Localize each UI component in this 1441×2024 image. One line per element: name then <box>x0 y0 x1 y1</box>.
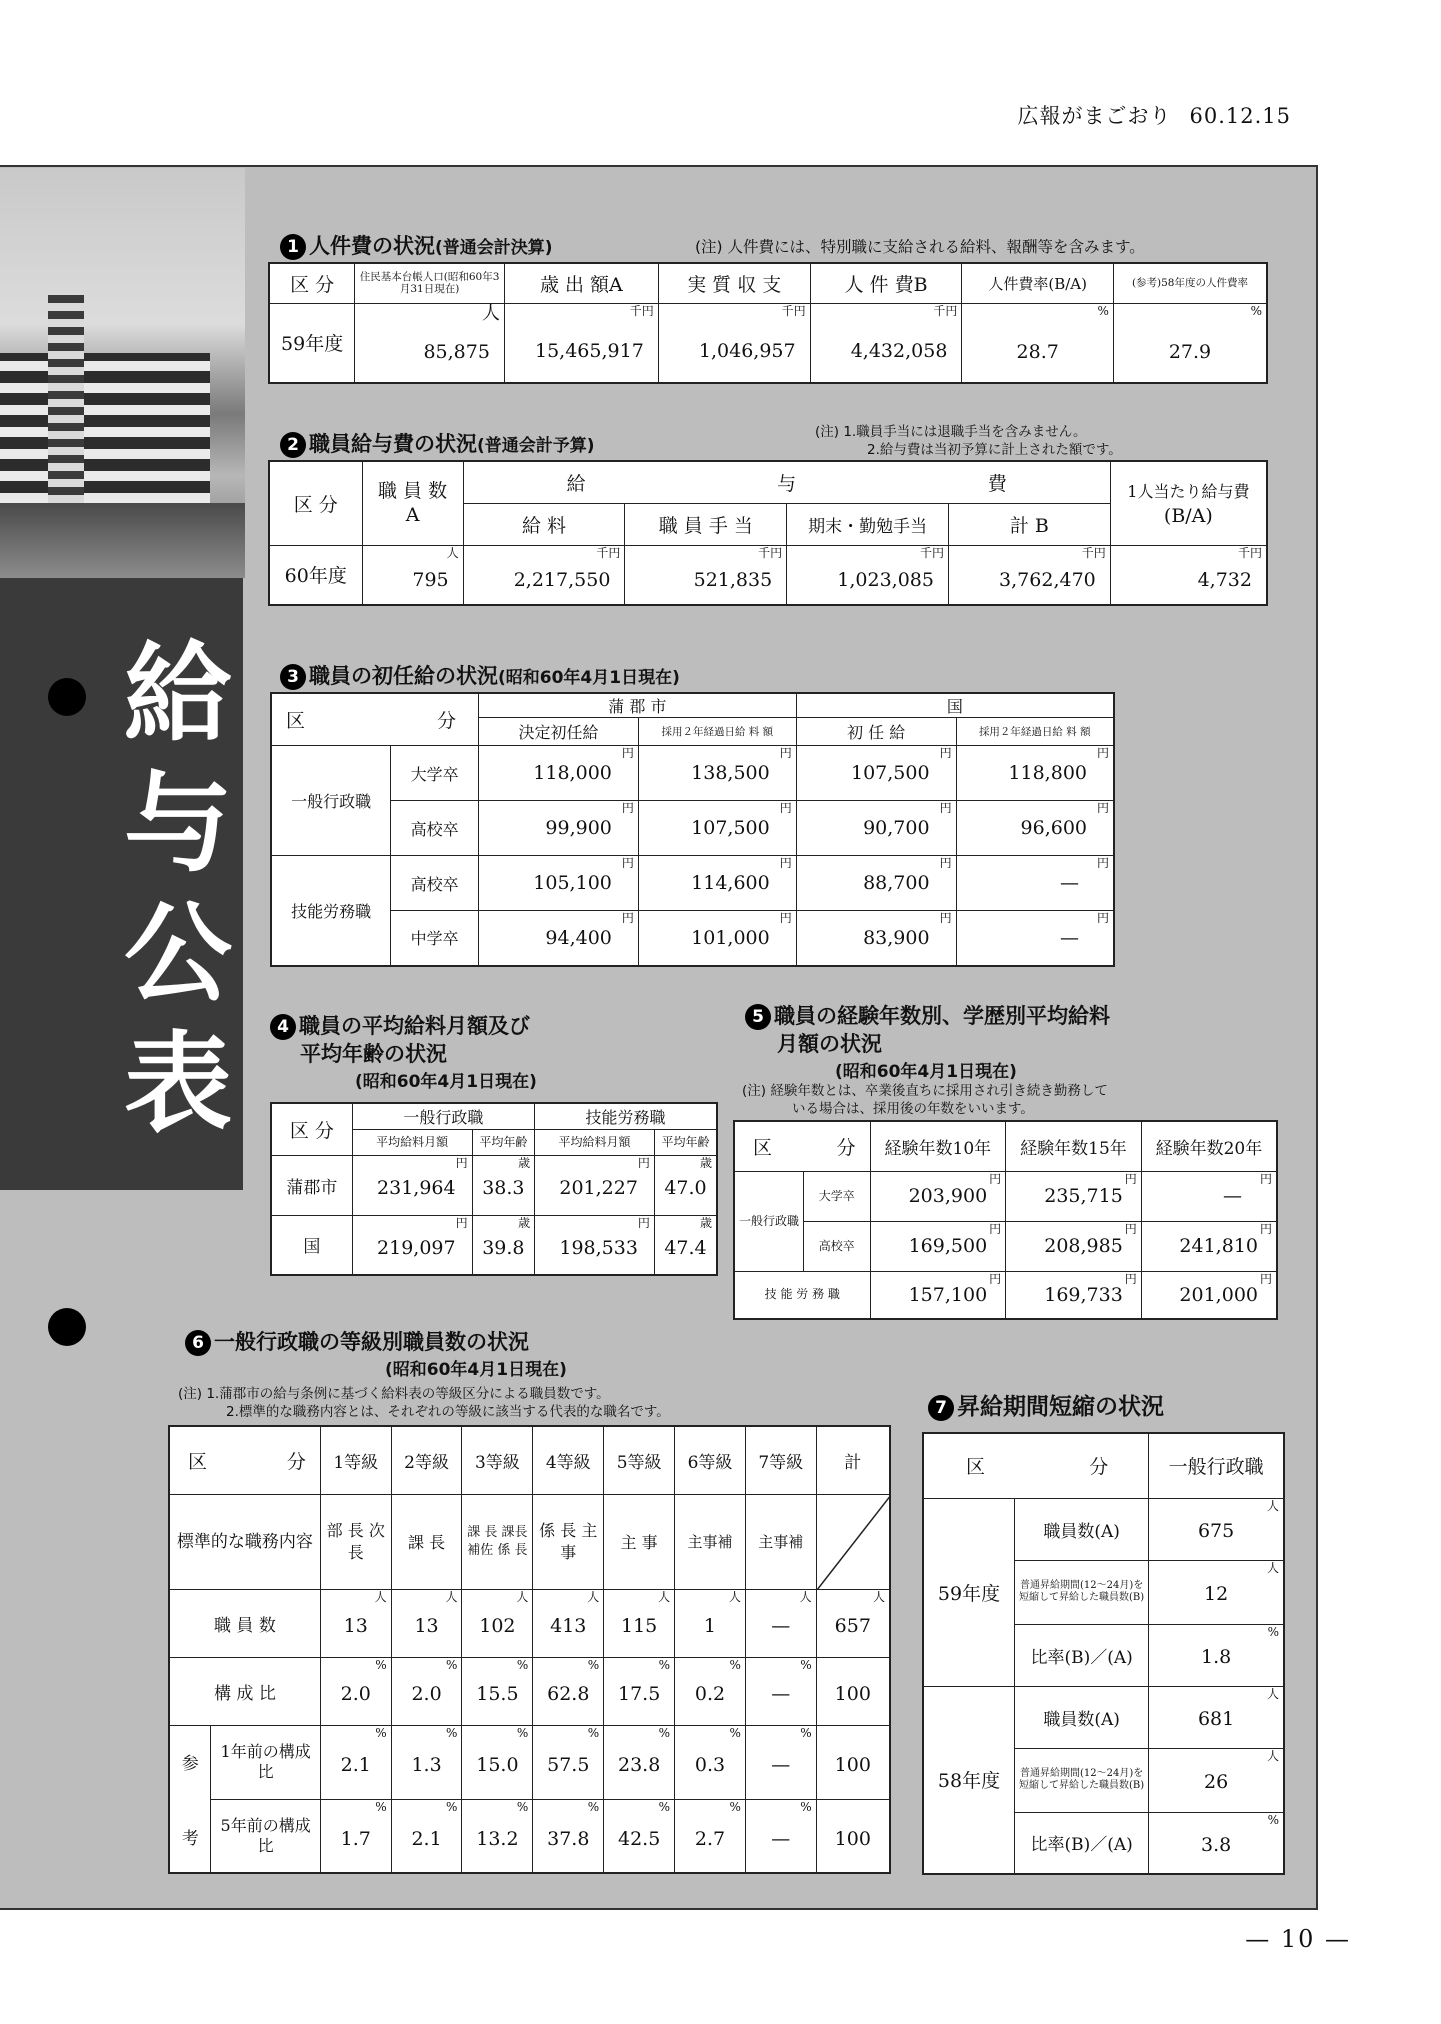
table-row: 一般行政職 大学卒 円 203,900 円 235,715 円 — <box>734 1171 1277 1221</box>
page-title: 給 与 公 表 <box>123 632 232 1147</box>
table-row: 普通昇給期間(12～24月)を短縮して昇給した職員数(B) 人 12 <box>923 1560 1284 1624</box>
section-6-note: (注) 1.蒲郡市の給与条例に基づく給料表の等級区分による職員数です。 2.標準的な職務内容とは、それぞれの等級に該当する代表的な職名です。 <box>178 1386 670 1420</box>
city-hall-photo <box>0 168 245 578</box>
table-row: 59年度 職員数(A) 人 675 <box>923 1498 1284 1560</box>
table-row: 60年度 人 795 千円 2,217,550 千円 521,835 千円 1,023,085 千円 3,762,470 千円 4,732 <box>269 545 1267 605</box>
diagonal-cell <box>816 1494 890 1589</box>
table-row: 蒲郡市 円 231,964 歳 38.3 円 201,227 歳 47.0 <box>271 1155 717 1215</box>
table-row: 参 考 1年前の構成比 % 2.1 % 1.3 % 15.0 % 57.5 % 23.8 % 0.3 % — 100 <box>169 1725 890 1799</box>
table-row: 高校卒 円 169,500 円 208,985 円 241,810 <box>734 1221 1277 1271</box>
grade-staff-table: 区 分 1等級 2等級 3等級 4等級 5等級 6等級 7等級 計 標準的な職務内容 部 長 次 長 課 長 課 長 課長補佐 係 長 係 長 主 事 主 事 主事補 主事補 職 員 数 人 13 人 13 人 102 人 413 人 115 人 1 人 — 人 657 構 成 比 % 2.0 % 2.0 % 15.5 % 62.8 % 17.5 % 0.2 % — 100 参 考 1年前の構成比 % 2.1 % 1.3 % 15.0 % 57.5 % 23.8 % 0.3 % — 100 5年前の構成比 % 1.7 % 2.1 % 13.2 % 37.8 % 42.5 % 2.7 % — 100 <box>168 1425 891 1874</box>
section-6-title: 6 一般行政職の等級別職員数の状況 (昭和60年4月1日現在) <box>185 1328 567 1384</box>
table-row: 技能労務職 高校卒 円 105,100 円 114,600 円 88,700 円 — <box>271 856 1114 911</box>
section-2-title: 2 職員給与費の状況(普通会計予算) <box>280 428 595 458</box>
publication-name: 広報がまごおり <box>1017 104 1172 128</box>
raise-shortening-table: 区 分 一般行政職 59年度 職員数(A) 人 675 普通昇給期間(12～24月)を短縮して昇給した職員数(B) 人 12 比率(B)／(A) % 1.8 58年度 職員数(A) 人 681 普通昇給期間(12～24月)を短縮して昇給した職員数(B) 人 26 比率(B)／(A) % 3.8 <box>922 1432 1285 1875</box>
table-row: 技 能 労 務 職 円 157,100 円 169,733 円 201,000 <box>734 1271 1277 1319</box>
experience-salary-table: 区 分 経験年数10年 経験年数15年 経験年数20年 一般行政職 大学卒 円 203,900 円 235,715 円 — 高校卒 円 169,500 円 208,985 円 241,810 技 能 労 務 職 円 157,100 円 169,733 円 201,000 <box>733 1120 1278 1320</box>
table-row: 国 円 219,097 歳 39.8 円 198,533 歳 47.4 <box>271 1215 717 1275</box>
table-row: 普通昇給期間(12～24月)を短縮して昇給した職員数(B) 人 26 <box>923 1748 1284 1812</box>
initial-salary-table: 区 分 蒲 郡 市 国 決定初任給 採用２年経過日給 料 額 初 任 給 採用２年経過日給 料 額 一般行政職 大学卒 円 118,000 円 138,500 円 107,500 円 118,800 高校卒 円 99,900 円 107,500 円 90,700 円 96,600 技能労務職 高校卒 円 105,100 円 114,600 円 88,700 円 — 中学卒 円 94,400 円 101,000 円 83,900 円 — <box>270 692 1115 967</box>
personnel-cost-table: 区 分 住民基本台帳人口(昭和60年3月31日現在) 歳 出 額A 実 質 収 支 人 件 費B 人件費率(B/A) (参考)58年度の人件費率 59年度 人 85,875 千円 15,465,917 千円 1,046,957 千円 4,432,058 % 28.7 % 27.9 <box>268 262 1268 384</box>
section-4-title: 4 職員の平均給料月額及び 平均年齢の状況 (昭和60年4月1日現在) <box>270 1012 537 1096</box>
table-row: 比率(B)／(A) % 1.8 <box>923 1624 1284 1686</box>
section-2-note: (注) 1.職員手当には退職手当を含みません。 2.給与費は当初予算に計上された額です。 <box>815 424 1122 458</box>
page-number: — 10 — <box>1245 1925 1351 1953</box>
section-1-note: (注) 人件費には、特別職に支給される給料、報酬等を含みます。 <box>695 238 1145 256</box>
section-7-title: 7 昇給期間短縮の状況 <box>928 1388 1164 1421</box>
table-row: 5年前の構成比 % 1.7 % 2.1 % 13.2 % 37.8 % 42.5 % 2.7 % — 100 <box>169 1799 890 1873</box>
table-row: 比率(B)／(A) % 3.8 <box>923 1812 1284 1874</box>
table-row: 59年度 人 85,875 千円 15,465,917 千円 1,046,957 千円 4,432,058 % 28.7 % 27.9 <box>269 303 1267 383</box>
table-row: 高校卒 円 99,900 円 107,500 円 90,700 円 96,600 <box>271 801 1114 856</box>
section-5-note: (注) 経験年数とは、卒業後直ちに採用され引き続き勤務して いる場合は、採用後の年数をいいます。 <box>742 1083 1108 1117</box>
section-1-title: 1 人件費の状況(普通会計決算) <box>280 230 553 260</box>
salary-cost-table: 区 分 職 員 数 A 給 与 費 1人当たり給与費 (B/A) 給 料 職 員 手 当 期末・勤勉手当 計 B 60年度 人 795 千円 2,217,550 千円 521,835 千円 1,023,085 千円 3,762,470 千円 4,732 <box>268 460 1268 606</box>
binder-hole <box>48 678 86 716</box>
section-5-title: 5 職員の経験年数別、学歴別平均給料 月額の状況 (昭和60年4月1日現在) <box>745 1002 1110 1086</box>
table-row: 標準的な職務内容 部 長 次 長 課 長 課 長 課長補佐 係 長 係 長 主 事 主 事 主事補 主事補 <box>169 1494 890 1589</box>
section-3-title: 3 職員の初任給の状況(昭和60年4月1日現在) <box>280 660 680 690</box>
table-row: 58年度 職員数(A) 人 681 <box>923 1686 1284 1748</box>
binder-hole <box>48 1308 86 1346</box>
table-row: 中学卒 円 94,400 円 101,000 円 83,900 円 — <box>271 911 1114 966</box>
table-row: 構 成 比 % 2.0 % 2.0 % 15.5 % 62.8 % 17.5 % 0.2 % — 100 <box>169 1657 890 1725</box>
average-salary-table: 区 分 一般行政職 技能労務職 平均給料月額 平均年齢 平均給料月額 平均年齢 蒲郡市 円 231,964 歳 38.3 円 201,227 歳 47.0 国 円 219,097 歳 39.8 円 198,533 歳 47.4 <box>270 1102 718 1276</box>
issue-date: 60.12.15 <box>1189 104 1291 128</box>
table-row: 職 員 数 人 13 人 13 人 102 人 413 人 115 人 1 人 — 人 657 <box>169 1589 890 1657</box>
page-header <box>1017 100 1291 130</box>
table-row: 一般行政職 大学卒 円 118,000 円 138,500 円 107,500 円 118,800 <box>271 746 1114 801</box>
